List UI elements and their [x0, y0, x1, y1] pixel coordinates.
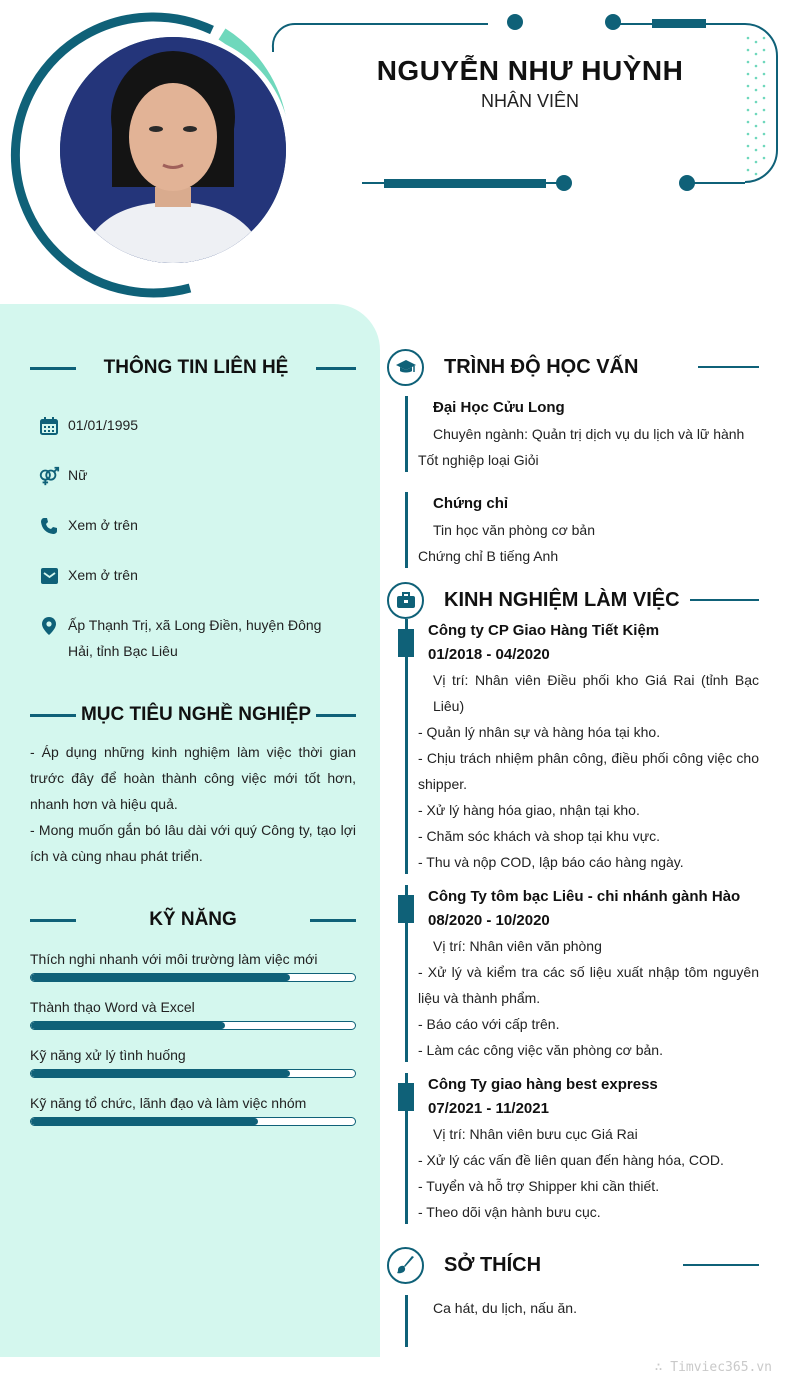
hobbies-section-header — [387, 1246, 759, 1284]
graduation-cap-icon — [387, 349, 424, 386]
objective-line: trước đây để hoàn thành công việc mới tốt hơn, — [30, 770, 356, 786]
timeline-line — [405, 396, 408, 472]
skill-label: Kỹ năng xử lý tình huống — [30, 1047, 186, 1063]
school-name: Đại Học Cửu Long — [433, 399, 565, 416]
watermark — [655, 1360, 772, 1375]
skill-item — [30, 999, 356, 1030]
address-line: Hải, tỉnh Bạc Liêu — [68, 643, 178, 659]
job-duty: - Xử lý và kiểm tra các số liệu xuất nhập tôm nguyên — [418, 964, 759, 980]
title-rule — [30, 714, 76, 717]
job-duty: - Xử lý hàng hóa giao, nhận tại kho. — [418, 802, 640, 818]
objective-line: - Mong muốn gắn bó lâu dài với quý Công ty, tạo lợi — [30, 822, 356, 838]
education-major: Chuyên ngành: Quản trị dịch vụ du lịch và lữ hành — [433, 426, 745, 442]
title-rule — [30, 367, 76, 370]
job-duty: - Quản lý nhân sự và hàng hóa tại kho. — [418, 724, 661, 740]
address-line: Ấp Thạnh Trị, xã Long Điền, huyện Đông — [68, 617, 322, 633]
briefcase-icon — [387, 582, 424, 619]
objective-line: ích và cùng nhau phát triển. — [30, 848, 203, 864]
gender-icon — [38, 465, 60, 487]
portrait-illustration — [60, 37, 286, 263]
skill-item — [30, 1095, 356, 1126]
objective-title-text: MỤC TIÊU NGHỀ NGHIỆP — [80, 704, 312, 725]
objective-line: nhanh hơn và hiệu quả. — [30, 796, 178, 812]
candidate-name: NGUYỄN NHƯ HUỲNH — [376, 55, 684, 86]
timeline-line — [405, 1295, 408, 1347]
objective-section-title — [30, 704, 356, 726]
certificate-title: Chứng chỉ — [433, 495, 509, 512]
experience-title-text: KINH NGHIỆM LÀM VIỆC — [444, 588, 680, 611]
skill-bar-fill — [31, 1118, 258, 1125]
job-duty: liệu và thành phẩm. — [418, 990, 541, 1006]
skill-bar — [30, 1021, 356, 1030]
skill-item — [30, 1047, 356, 1078]
job-duty: - Chịu trách nhiệm phân công, điều phối công việc cho — [418, 750, 759, 766]
envelope-icon — [38, 565, 60, 587]
job-role: Liêu) — [433, 698, 465, 714]
address-value — [68, 612, 321, 664]
profile-photo-frame — [18, 18, 298, 290]
education-section-header — [387, 348, 759, 386]
skill-label: Thành thạo Word và Excel — [30, 999, 195, 1015]
job-period: 08/2020 - 10/2020 — [428, 912, 550, 929]
candidate-position: NHÂN VIÊN — [480, 91, 579, 111]
skill-bar-fill — [31, 1070, 290, 1077]
objective-line: - Áp dụng những kinh nghiệm làm việc thời gian — [30, 744, 356, 760]
job-duty: - Xử lý các vấn đề liên quan đến hàng hóa, COD. — [418, 1152, 724, 1168]
title-rule — [310, 919, 356, 922]
contact-email — [38, 565, 338, 588]
job-duty: shipper. — [418, 776, 468, 792]
timeline-line — [405, 492, 408, 568]
job-duty: - Báo cáo với cấp trên. — [418, 1016, 560, 1032]
timeline-marker — [398, 895, 414, 923]
skill-bar — [30, 1117, 356, 1126]
calendar-icon — [38, 415, 60, 437]
birthday-value: 01/01/1995 — [68, 417, 139, 433]
skill-item — [30, 951, 356, 982]
paintbrush-icon — [387, 1247, 424, 1284]
contact-phone — [38, 515, 338, 538]
hobbies-text: Ca hát, du lịch, nấu ăn. — [433, 1300, 577, 1316]
watermark-text: Timviec365.vn — [670, 1360, 772, 1375]
education-grade: Tốt nghiệp loại Giỏi — [418, 452, 539, 468]
timeline-marker — [398, 1083, 414, 1111]
contact-birthday — [38, 415, 338, 438]
objective-text — [30, 739, 356, 869]
experience-section-header — [387, 581, 759, 619]
job-role: Vị trí: Nhân viên Điều phối kho Giá Rai (tỉnh Bạc — [433, 672, 759, 688]
job-role: Vị trí: Nhân viên văn phòng — [433, 938, 602, 954]
title-rule — [316, 714, 356, 717]
skill-bar-fill — [31, 1022, 225, 1029]
email-value: Xem ở trên — [68, 567, 138, 583]
gender-value: Nữ — [68, 467, 88, 483]
job-company: Công Ty tôm bạc Liêu - chi nhánh gành Hào — [428, 888, 741, 905]
header-rule — [698, 366, 759, 368]
header-rule — [690, 599, 759, 601]
hobbies-title-text: SỞ THÍCH — [444, 1253, 542, 1276]
job-duty: - Thu và nộp COD, lập báo cáo hàng ngày. — [418, 854, 684, 870]
job-duty: - Chăm sóc khách và shop tại khu vực. — [418, 828, 661, 844]
skill-bar — [30, 1069, 356, 1078]
skill-bar — [30, 973, 356, 982]
certificate-item: Chứng chỉ B tiếng Anh — [418, 548, 559, 564]
timeline-marker — [398, 629, 414, 657]
contact-gender — [38, 465, 338, 488]
timeline-line — [405, 619, 408, 874]
contact-address — [38, 615, 338, 664]
job-company: Công Ty giao hàng best express — [428, 1076, 658, 1093]
job-company: Công ty CP Giao Hàng Tiết Kiệm — [428, 622, 660, 639]
job-role: Vị trí: Nhân viên bưu cục Giá Rai — [433, 1126, 638, 1142]
education-title-text: TRÌNH ĐỘ HỌC VẤN — [444, 355, 639, 378]
job-period: 07/2021 - 11/2021 — [428, 1100, 549, 1117]
skill-label: Thích nghi nhanh với môi trường làm việc mới — [30, 951, 318, 967]
job-duty: - Làm các công việc văn phòng cơ bản. — [418, 1042, 663, 1058]
profile-photo — [55, 32, 291, 268]
location-pin-icon — [38, 615, 60, 637]
job-period: 01/2018 - 04/2020 — [428, 646, 550, 663]
job-duty: - Theo dõi vận hành bưu cục. — [418, 1204, 601, 1220]
title-rule — [316, 367, 356, 370]
title-rule — [30, 919, 76, 922]
job-duty: - Tuyển và hỗ trợ Shipper khi cần thiết. — [418, 1178, 660, 1194]
skills-section-title — [30, 909, 356, 931]
skill-label: Kỹ năng tổ chức, lãnh đạo và làm việc nhóm — [30, 1095, 307, 1111]
skills-title-text: KỸ NĂNG — [149, 909, 237, 930]
contact-section-title — [30, 357, 356, 379]
phone-value: Xem ở trên — [68, 517, 138, 533]
header-rule — [683, 1264, 759, 1266]
phone-icon — [38, 515, 60, 537]
skill-bar-fill — [31, 974, 290, 981]
contact-title-text: THÔNG TIN LIÊN HỆ — [103, 357, 289, 378]
certificate-item: Tin học văn phòng cơ bản — [433, 522, 595, 538]
watermark-dots-icon: ∴ — [654, 1360, 671, 1375]
